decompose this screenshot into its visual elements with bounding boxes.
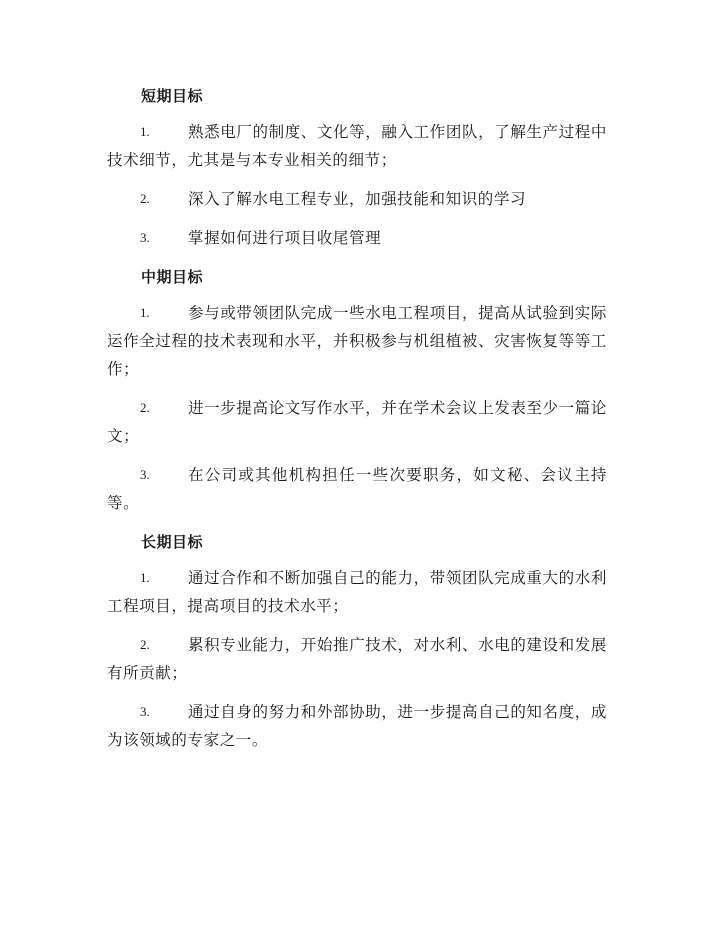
item-text: 熟悉电厂的制度、文化等，融入工作团队，了解生产过程中技术细节，尤其是与本专业相关的细节； bbox=[107, 123, 607, 169]
item-number: 1. bbox=[140, 570, 150, 585]
list-item bbox=[107, 631, 607, 687]
list-item bbox=[107, 698, 607, 754]
section-mid-term bbox=[107, 263, 607, 517]
item-text: 进一步提高论文写作水平，并在学术会议上发表至少一篇论文； bbox=[107, 399, 607, 445]
section-long-term bbox=[107, 528, 607, 754]
item-number: 1. bbox=[140, 305, 150, 320]
section-heading: 长期目标 bbox=[141, 533, 204, 551]
section-heading: 短期目标 bbox=[141, 87, 204, 105]
item-number: 3. bbox=[140, 704, 150, 719]
list-item bbox=[107, 185, 607, 213]
list-item bbox=[107, 299, 607, 383]
item-number: 3. bbox=[140, 230, 150, 245]
document-content bbox=[107, 82, 607, 765]
item-text: 在公司或其他机构担任一些次要职务，如文秘、会议主持等。 bbox=[107, 466, 607, 512]
list-item bbox=[107, 564, 607, 620]
list-item bbox=[107, 224, 607, 252]
item-number: 3. bbox=[140, 467, 150, 482]
item-text: 深入了解水电工程专业，加强技能和知识的学习 bbox=[188, 190, 527, 208]
list-item bbox=[107, 118, 607, 174]
item-text: 掌握如何进行项目收尾管理 bbox=[188, 229, 382, 247]
section-short-term bbox=[107, 82, 607, 252]
item-text: 通过合作和不断加强自己的能力，带领团队完成重大的水利工程项目，提高项目的技术水平； bbox=[107, 569, 607, 615]
list-item bbox=[107, 461, 607, 517]
item-text: 通过自身的努力和外部协助，进一步提高自己的知名度，成为该领域的专家之一。 bbox=[107, 703, 607, 749]
item-number: 1. bbox=[140, 124, 150, 139]
section-heading: 中期目标 bbox=[141, 268, 204, 286]
item-number: 2. bbox=[140, 637, 150, 652]
item-number: 2. bbox=[140, 191, 150, 206]
item-number: 2. bbox=[140, 400, 150, 415]
list-item bbox=[107, 394, 607, 450]
item-text: 参与或带领团队完成一些水电工程项目，提高从试验到实际运作全过程的技术表现和水平，并积极参与机组植被、灾害恢复等等工作； bbox=[107, 304, 607, 378]
item-text: 累积专业能力，开始推广技术，对水利、水电的建设和发展有所贡献； bbox=[107, 636, 607, 682]
